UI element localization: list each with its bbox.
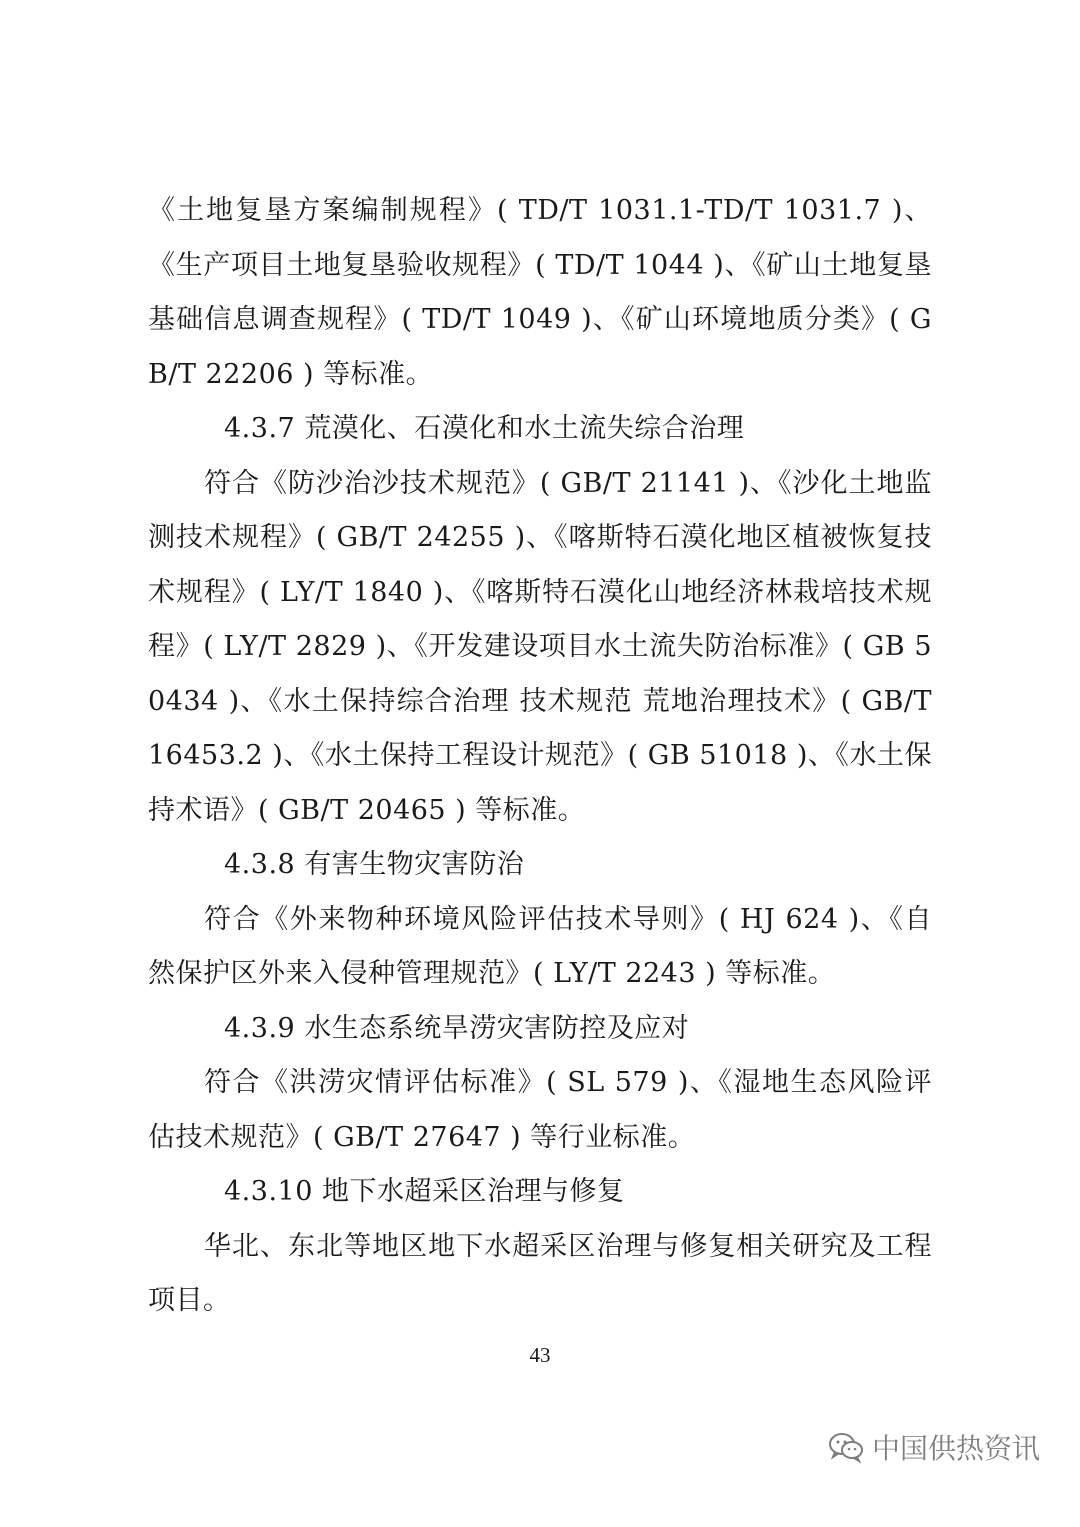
paragraph-4-3-7: 符合《防沙治沙技术规范》( GB/T 21141 )、《沙化土地监测技术规程》( GB/T 24255 )、《喀斯特石漠化地区植被恢复技术规程》( LY/T 1840 )、《喀斯特石漠化山地经济林栽培技术规程》( LY/T 2829 )、《开发建设项目水土流失防治标准》( GB 50434 )、《水土保持综合治理 技术规范 荒地治理技术》( GB/T 16453.2 )、《水土保持工程设计规范》( GB 51018 )、《水土保持术语》( GB/T 20465 ) 等标准。 <box>148 467 932 826</box>
section-heading-4-3-7: 4.3.7 荒漠化、石漠化和水土流失综合治理 <box>224 413 745 444</box>
watermark-text: 中国供热资讯 <box>871 1432 1040 1465</box>
paragraph-4-3-10: 华北、东北等地区地下水超采区治理与修复相关研究及工程项目。 <box>148 1230 932 1316</box>
page-number: 43 <box>529 1343 551 1367</box>
section-heading-4-3-10: 4.3.10 地下水超采区治理与修复 <box>224 1176 625 1207</box>
paragraph-4-3-9: 符合《洪涝灾情评估标准》( SL 579 )、《湿地生态风险评估技术规范》( GB/T 27647 ) 等行业标准。 <box>148 1067 932 1153</box>
section-heading-4-3-9: 4.3.9 水生态系统旱涝灾害防控及应对 <box>224 1012 690 1044</box>
section-heading-4-3-8: 4.3.8 有害生物灾害防治 <box>224 849 525 880</box>
page-body <box>148 184 932 1329</box>
paragraph-4-3-8: 符合《外来物种环境风险评估技术导则》( HJ 624 )、《自然保护区外来入侵种管理规范》( LY/T 2243 ) 等标准。 <box>148 903 932 989</box>
wechat-icon <box>828 1431 864 1463</box>
paragraph-land-reclamation-standards: 《土地复垦方案编制规程》( TD/T 1031.1-TD/T 1031.7 )、《生产项目土地复垦验收规程》( TD/T 1044 )、《矿山土地复垦基础信息调查规程》( TD/T 1049 )、《矿山环境地质分类》( GB/T 22206 ) 等标准。 <box>148 195 932 390</box>
watermark <box>828 1422 1040 1472</box>
